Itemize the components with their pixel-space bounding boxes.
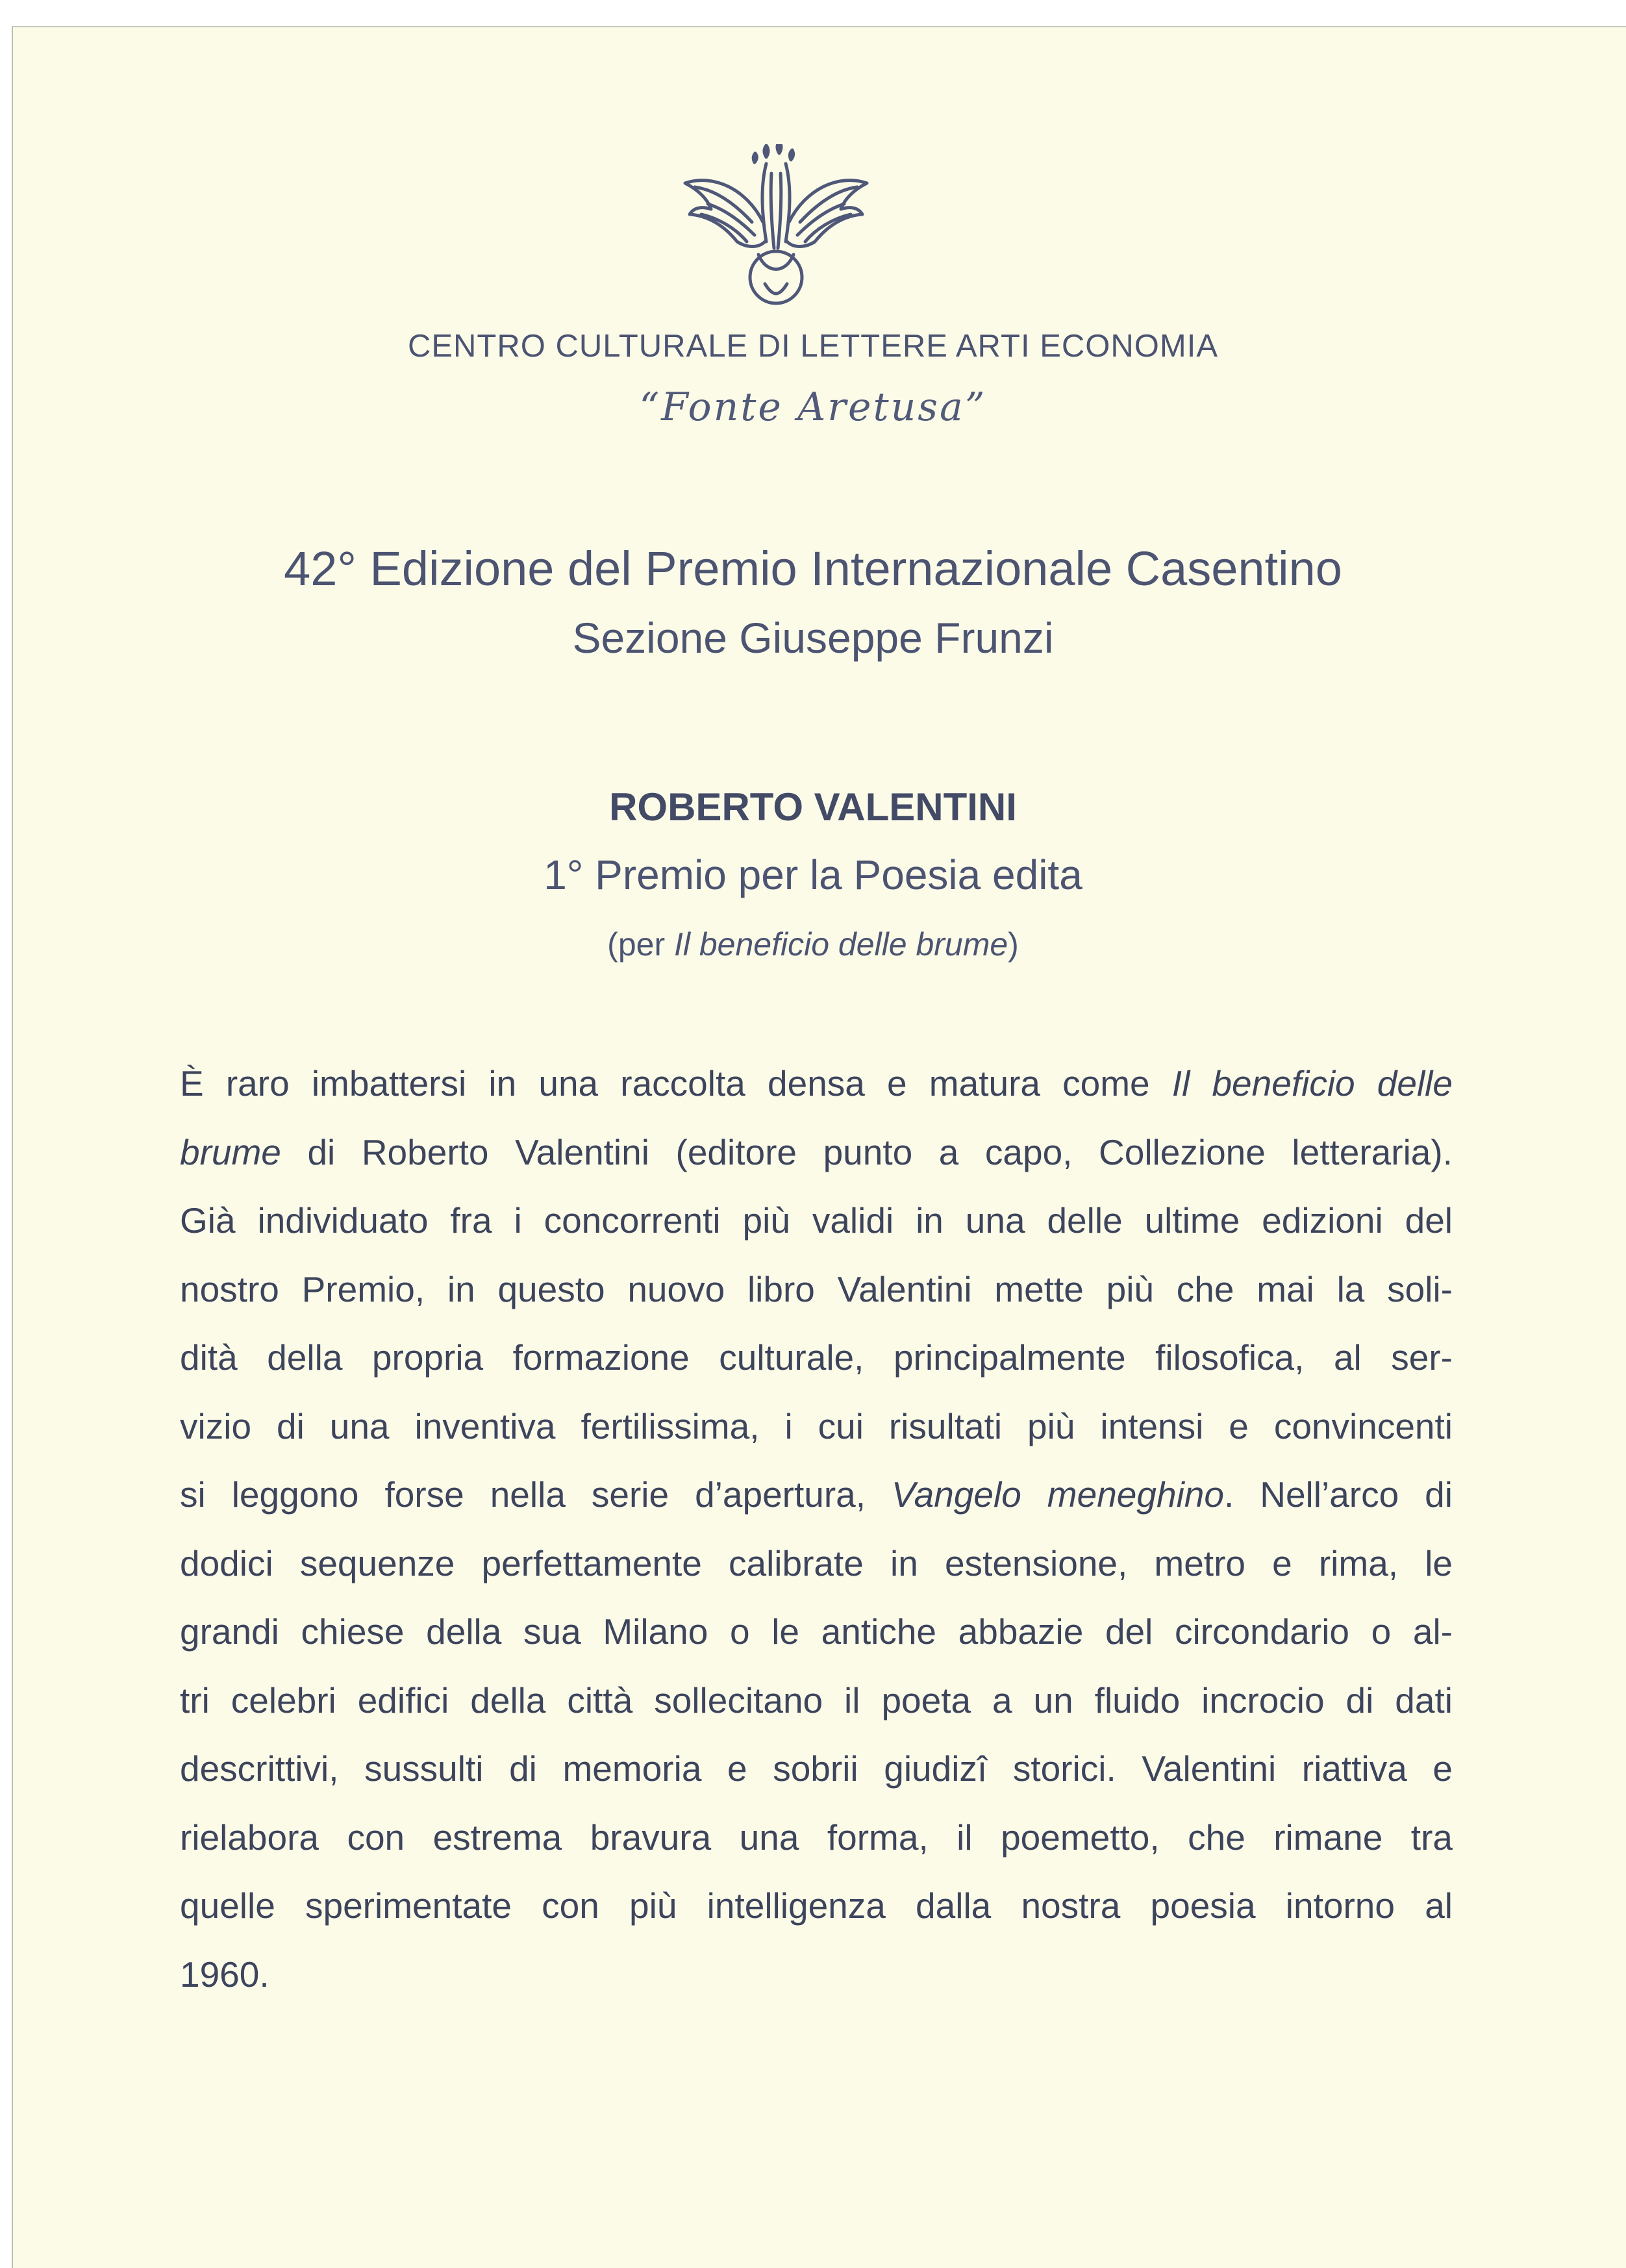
text-segment: tri celebri edifici della città sollecitano il poeta a un fluido incrocio di dati (180, 1680, 1453, 1720)
motivation-text (180, 1050, 1453, 2009)
book-suffix: ) (1008, 926, 1019, 963)
text-line (180, 1667, 1453, 1735)
text-segment: . Nell’arco di (1223, 1474, 1453, 1515)
dove-icon (675, 144, 877, 313)
prize-title: 1° Premio per la Poesia edita (544, 851, 1082, 898)
book-prefix: (per (607, 926, 674, 963)
text-line (180, 1872, 1453, 1941)
text-segment: rielabora con estrema bravura una forma, il poemetto, che rimane tra (180, 1817, 1453, 1858)
text-segment: vizio di una inventiva fertilissima, i cui risultati più intensi e convincenti (180, 1405, 1453, 1446)
text-line (180, 1118, 1453, 1187)
text-line (180, 1804, 1453, 1872)
text-italic: brume (180, 1131, 281, 1172)
text-segment: di Roberto Valentini (editore punto a capo, Collezione letteraria). (281, 1131, 1453, 1172)
text-segment: È raro imbattersi in una raccolta densa e matura come (180, 1063, 1172, 1103)
text-line (180, 1598, 1453, 1667)
organization-name: CENTRO CULTURALE DI LETTERE ARTI ECONOMIA (407, 329, 1219, 364)
text-line (180, 1187, 1453, 1255)
text-line (180, 1461, 1453, 1530)
text-line (180, 1324, 1453, 1392)
text-segment: descrittivi, sussulti di memoria e sobrii giudizî storici. Valentini riattiva e (180, 1748, 1453, 1789)
text-line (180, 1941, 1453, 2010)
text-segment: grandi chiese della sua Milano o le antiche abbazie del circondario o al- (180, 1611, 1453, 1652)
text-segment: Già individuato fra i concorrenti più validi in una delle ultime edizioni del (180, 1200, 1453, 1241)
text-line (180, 1735, 1453, 1804)
text-segment: quelle sperimentate con più intelligenza dalla nostra poesia intorno al (180, 1885, 1453, 1926)
edition-title: 42° Edizione del Premio Internazionale Casentino (284, 542, 1342, 596)
winner-name: ROBERTO VALENTINI (609, 785, 1017, 829)
book-title: Il beneficio delle brume (673, 926, 1008, 963)
text-italic: Il beneficio delle (1171, 1063, 1453, 1103)
text-segment: dità della propria formazione culturale, principalmente filosofica, al ser- (180, 1337, 1453, 1378)
section-title: Sezione Giuseppe Frunzi (572, 614, 1054, 662)
text-line (180, 1255, 1453, 1324)
text-segment: nostro Premio, in questo nuovo libro Valentini mette più che mai la soli- (180, 1268, 1453, 1309)
organization-subtitle: “Fonte Aretusa” (639, 384, 987, 430)
text-line (180, 1050, 1453, 1118)
text-segment: 1960. (180, 1954, 269, 1995)
text-segment: dodici sequenze perfettamente calibrate in estensione, metro e rima, le (180, 1543, 1453, 1583)
text-line (180, 1530, 1453, 1598)
text-line (180, 1392, 1453, 1461)
text-italic: Vangelo meneghino (892, 1474, 1224, 1515)
book-reference (0, 926, 1626, 963)
text-segment: si leggono forse nella serie d’apertura, (180, 1474, 892, 1515)
